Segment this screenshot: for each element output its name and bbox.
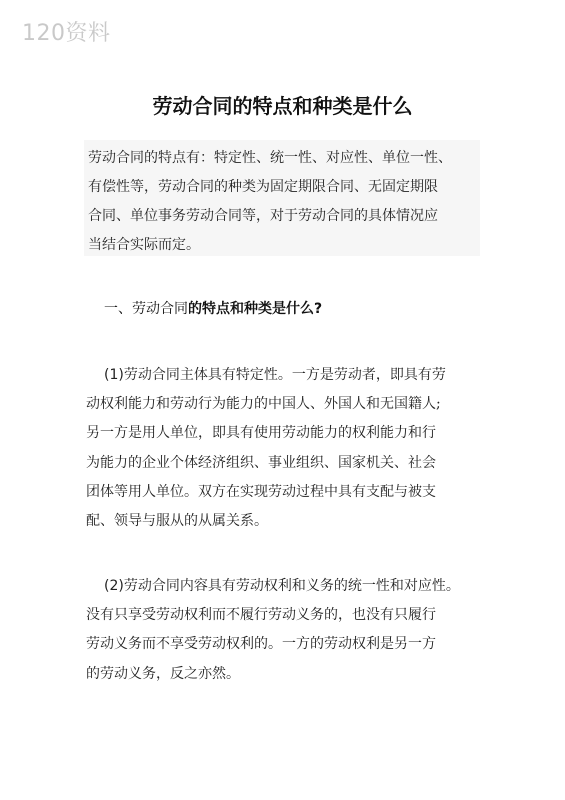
summary-line: 合同、单位事务劳动合同等，对于劳动合同的具体情况应 xyxy=(88,208,438,224)
section-heading xyxy=(104,299,322,319)
paragraph-1 xyxy=(86,361,486,536)
summary-line: 有偿性等，劳动合同的种类为固定期限合同、无固定期限 xyxy=(88,179,438,195)
section-heading-prefix: 一、劳动合同 xyxy=(104,301,188,317)
paragraph-2 xyxy=(86,572,486,689)
summary-box xyxy=(84,140,480,256)
paragraph-number: (1) xyxy=(104,367,124,383)
paragraph-line: 劳动义务而不享受劳动权利的。一方的劳动权利是另一方 xyxy=(86,636,436,653)
paragraph-line: 没有只享受劳动权利而不履行劳动义务的，也没有只履行 xyxy=(86,607,436,624)
paragraph-line: 动权利能力和劳动行为能力的中国人、外国人和无国籍人; xyxy=(86,396,441,413)
section-heading-bold: 的特点和种类是什么? xyxy=(188,301,323,317)
paragraph-line xyxy=(86,572,486,601)
paragraph-line: 团体等用人单位。双方在实现劳动过程中具有支配与被支 xyxy=(86,483,436,500)
paragraph-line: 为能力的企业个体经济组织、事业组织、国家机关、社会 xyxy=(86,454,436,471)
paragraph-line xyxy=(86,361,486,390)
paragraph-text: 劳动合同内容具有劳动权利和义务的统一性和对应性。 xyxy=(123,578,460,594)
summary-line: 劳动合同的特点有：特定性、统一性、对应性、单位一性、 xyxy=(88,150,452,166)
page-title: 劳动合同的特点和种类是什么 xyxy=(152,94,413,118)
paragraph-number: (2) xyxy=(104,578,124,594)
paragraph-line: 另一方是用人单位，即具有使用劳动能力的权利能力和行 xyxy=(86,425,436,442)
paragraph-line: 配、领导与服从的从属关系。 xyxy=(86,513,268,530)
paragraph-text: 劳动合同主体具有特定性。一方是劳动者，即具有劳 xyxy=(123,367,446,383)
paragraph-line: 的劳动义务，反之亦然。 xyxy=(86,665,240,682)
summary-line: 当结合实际而定。 xyxy=(88,237,200,253)
watermark-logo: 120资料 xyxy=(22,21,111,46)
